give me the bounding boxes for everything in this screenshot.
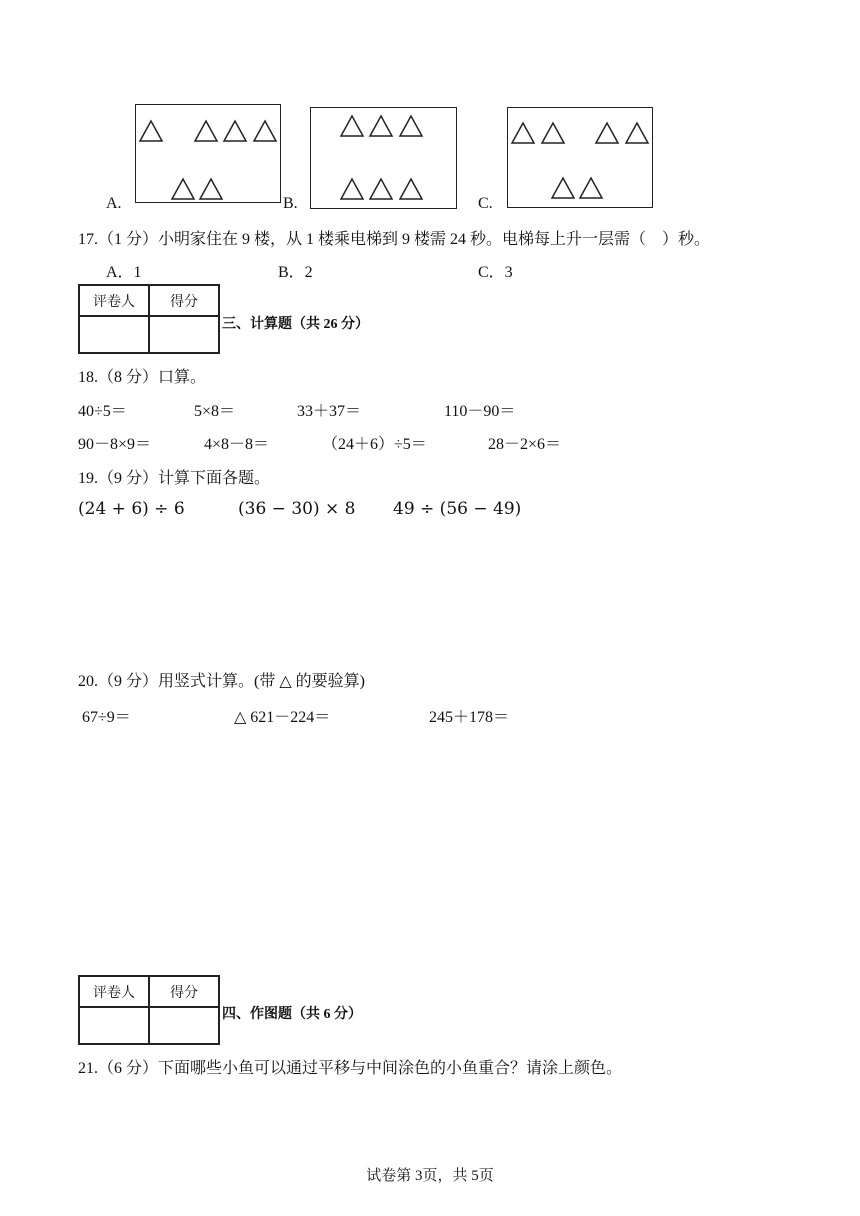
grader-label: 评卷人 bbox=[79, 976, 149, 1007]
grader-table bbox=[78, 284, 220, 354]
option-c-label: C. bbox=[478, 195, 493, 212]
triangle-icon bbox=[552, 178, 574, 198]
q17-option-b: B．2 bbox=[278, 264, 313, 281]
q18-item: （24＋6）÷5＝ bbox=[322, 436, 427, 453]
section-3-title: 三、计算题（共 26 分） bbox=[222, 317, 369, 332]
q19-item: 49 ÷ (56 − 49) bbox=[393, 499, 522, 519]
q18-item: 110－90＝ bbox=[444, 403, 516, 420]
triangle-icon bbox=[200, 179, 222, 199]
triangle-icon bbox=[224, 121, 246, 141]
triangle-icon bbox=[341, 179, 363, 199]
triangle-icon bbox=[370, 116, 392, 136]
score-label: 得分 bbox=[149, 285, 219, 316]
q18-item: 4×8－8＝ bbox=[204, 436, 270, 453]
triangle-icon bbox=[341, 116, 363, 136]
triangle-icon bbox=[172, 179, 194, 199]
grader-label: 评卷人 bbox=[79, 285, 149, 316]
triangle-icon bbox=[140, 121, 162, 141]
triangle-icon bbox=[400, 179, 422, 199]
grader-table bbox=[78, 975, 220, 1045]
q18-item: 40÷5＝ bbox=[78, 403, 127, 420]
q17-stem: 17.（1 分）小明家住在 9 楼，从 1 楼乘电梯到 9 楼需 24 秒。电梯每上升一层需（ ）秒。 bbox=[78, 231, 711, 248]
triangle-icon bbox=[400, 116, 422, 136]
q17-option-c: C．3 bbox=[478, 264, 513, 281]
triangle-icon bbox=[195, 121, 217, 141]
q20-item: 67÷9＝ bbox=[82, 709, 131, 726]
triangle-icon bbox=[626, 123, 648, 143]
section-4-title: 四、作图题（共 6 分） bbox=[222, 1007, 362, 1022]
option-b-label: B. bbox=[283, 195, 298, 212]
q20-item: △ 621－224＝ bbox=[234, 709, 331, 726]
q19-stem: 19.（9 分）计算下面各题。 bbox=[78, 470, 271, 487]
triangle-icon bbox=[254, 121, 276, 141]
triangle-icon bbox=[580, 178, 602, 198]
score-cell bbox=[149, 316, 219, 353]
q18-item: 90－8×9＝ bbox=[78, 436, 152, 453]
q18-item: 28－2×6＝ bbox=[488, 436, 562, 453]
option-a-label: A. bbox=[106, 195, 122, 212]
q21-stem: 21.（6 分）下面哪些小鱼可以通过平移与中间涂色的小鱼重合？请涂上颜色。 bbox=[78, 1060, 623, 1077]
q18-item: 33＋37＝ bbox=[297, 403, 362, 420]
triangle-icon bbox=[542, 123, 564, 143]
grader-cell bbox=[79, 1007, 149, 1044]
q19-item: (36 − 30) × 8 bbox=[238, 499, 356, 519]
score-label: 得分 bbox=[149, 976, 219, 1007]
q20-stem: 20.（9 分）用竖式计算。(带 △ 的要验算) bbox=[78, 673, 365, 690]
q18-stem: 18.（8 分）口算。 bbox=[78, 369, 207, 386]
q17-option-a: A．1 bbox=[106, 264, 142, 281]
triangle-icon bbox=[596, 123, 618, 143]
q19-item: (24 + 6) ÷ 6 bbox=[78, 499, 185, 519]
score-cell bbox=[149, 1007, 219, 1044]
triangle-icon bbox=[512, 123, 534, 143]
triangle-icon bbox=[370, 179, 392, 199]
triangle-figures bbox=[0, 0, 860, 220]
q18-item: 5×8＝ bbox=[194, 403, 236, 420]
grader-cell bbox=[79, 316, 149, 353]
q20-item: 245＋178＝ bbox=[429, 709, 510, 726]
page-footer: 试卷第 3页，共 5页 bbox=[366, 1168, 494, 1184]
